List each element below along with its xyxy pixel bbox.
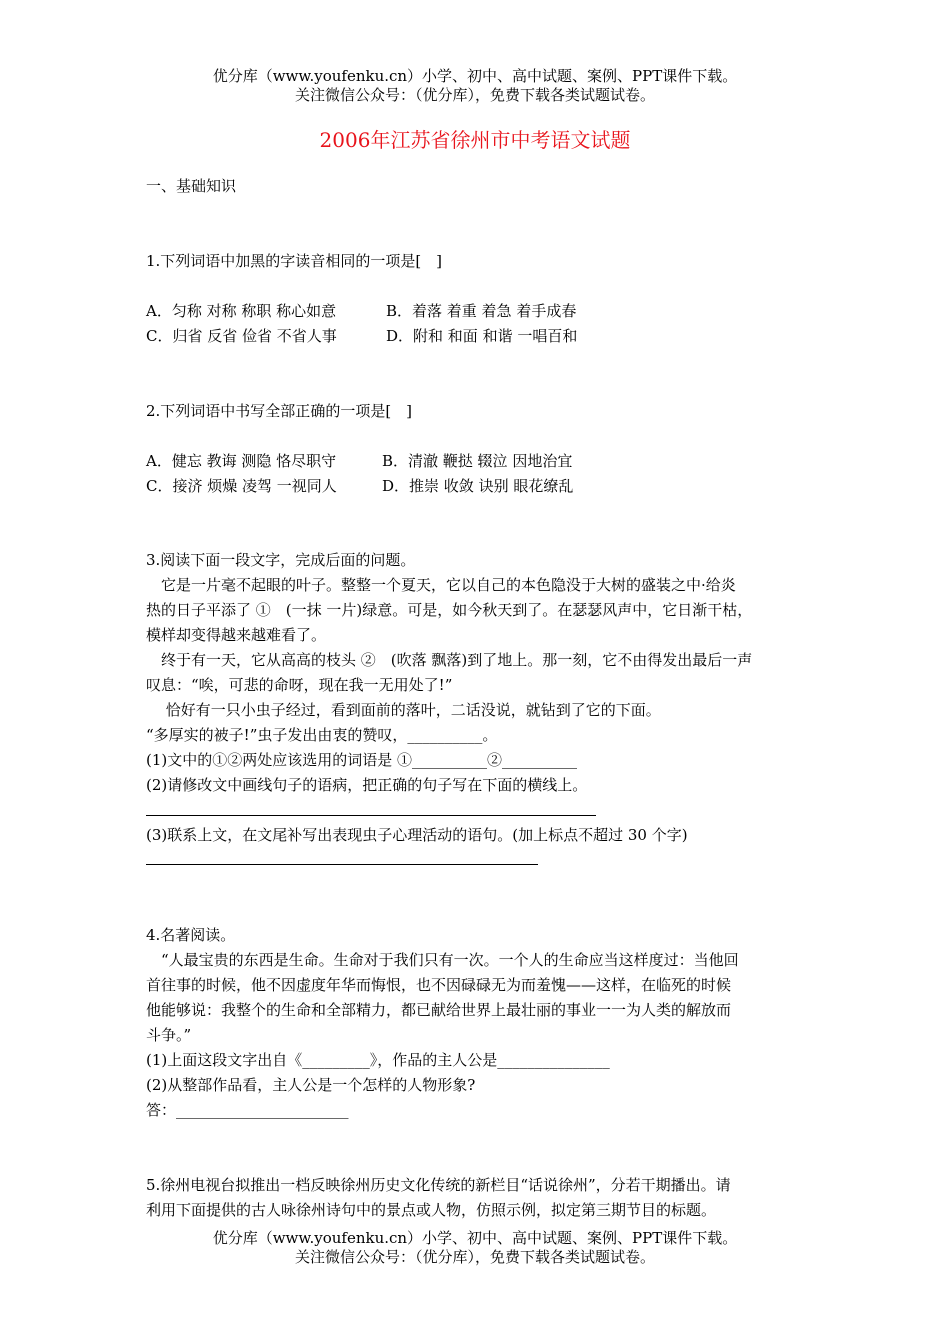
q1-option-c: C．归省 反省 俭省 不省人事 (146, 327, 337, 345)
q4-passage-line: 首往事的时候，他不因虚度年华而悔恨，也不因碌碌无为而羞愧——这样，在临死的时候 (146, 976, 732, 994)
answer-line (146, 864, 538, 865)
q3-passage-line: 终于有一天，它从高高的枝头 ② (吹落 飘落)到了地上。那一刻，它不由得发出最后一声 (146, 651, 753, 669)
q4-answer-line: 答：_______________________ (146, 1101, 349, 1119)
q2-option-a: A．健忘 教诲 测隐 恪尽职守 (146, 452, 337, 470)
q5-stem-line: 5.徐州电视台拟推出一档反映徐州历史文化传统的新栏目“话说徐州”，分若干期播出。请 (146, 1176, 731, 1194)
q5-stem-line: 利用下面提供的古人咏徐州诗句中的景点或人物，仿照示例，拟定第三期节目的标题。 (146, 1201, 717, 1219)
q1-option-d: D．附和 和面 和谐 一唱百和 (386, 327, 578, 345)
header-line-1: 优分库（www.youfenku.cn）小学、初中、高中试题、案例、PPT课件下载。 (212, 67, 738, 85)
q1-option-a: A．匀称 对称 称职 称心如意 (146, 302, 337, 320)
q3-passage-line: 热的日子平添了 ① (一抹 一片)绿意。可是，如今秋天到了。在瑟瑟风声中，它日渐干枯， (146, 601, 753, 619)
section-heading: 一、基础知识 (146, 177, 237, 195)
q2-option-c: C．接济 烦燥 凌驾 一视同人 (146, 477, 337, 495)
q4-sub-question-2: (2)从整部作品看，主人公是一个怎样的人物形象? (146, 1076, 476, 1094)
q3-sub-question-1: (1)文中的①②两处应该选用的词语是 ①__________②__________ (146, 751, 578, 769)
q4-passage-line: “人最宝贵的东西是生命。生命对于我们只有一次。一个人的生命应当这样度过：当他回 (146, 951, 739, 969)
q1-stem: 1.下列词语中加黑的字读音相同的一项是[ ] (146, 252, 443, 270)
q2-stem: 2.下列词语中书写全部正确的一项是[ ] (146, 402, 413, 420)
q4-sub-question-1: (1)上面这段文字出自《_________》，作品的主人公是_______________ (146, 1051, 610, 1069)
q4-stem: 4.名著阅读。 (146, 926, 236, 944)
q4-passage-line: 他能够说：我整个的生命和全部精力，都已献给世界上最壮丽的事业一一为人类的解放而 (146, 1001, 732, 1019)
q2-option-b: B．清澈 鞭挞 辍泣 因地治宜 (382, 452, 573, 470)
q3-passage-line: 它是一片毫不起眼的叶子。整整一个夏天，它以自己的本色隐没于大树的盛装之中·给炎 (146, 576, 736, 594)
q3-passage-line: 叹息：“唉，可悲的命呀，现在我一无用处了!” (146, 676, 453, 694)
q3-passage-line: 恰好有一只小虫子经过，看到面前的落叶，二话没说，就钻到了它的下面。 (146, 701, 661, 719)
footer-line-1: 优分库（www.youfenku.cn）小学、初中、高中试题、案例、PPT课件下载。 (212, 1229, 738, 1247)
q3-sub-question-3: (3)联系上文，在文尾补写出表现虫子心理活动的语句。(加上标点不超过 30 个字) (146, 826, 688, 844)
q3-passage-line: “多厚实的被子!”虫子发出由衷的赞叹，__________。 (146, 726, 498, 744)
answer-line (146, 815, 596, 816)
q3-sub-question-2: (2)请修改文中画线句子的语病，把正确的句子写在下面的横线上。 (146, 776, 588, 794)
q1-option-b: B．着落 着重 着急 着手成春 (386, 302, 577, 320)
q3-stem: 3.阅读下面一段文字，完成后面的问题。 (146, 551, 416, 569)
page-title: 2006年江苏省徐州市中考语文试题 (319, 128, 631, 152)
q3-passage-line: 模样却变得越来越难看了。 (146, 626, 327, 644)
header-line-2: 关注微信公众号：（优分库），免费下载各类试题试卷。 (294, 86, 655, 104)
q4-passage-line: 斗争。” (146, 1026, 192, 1044)
q2-option-d: D．推崇 收敛 诀别 眼花缭乱 (382, 477, 574, 495)
footer-line-2: 关注微信公众号：（优分库），免费下载各类试题试卷。 (294, 1248, 655, 1266)
